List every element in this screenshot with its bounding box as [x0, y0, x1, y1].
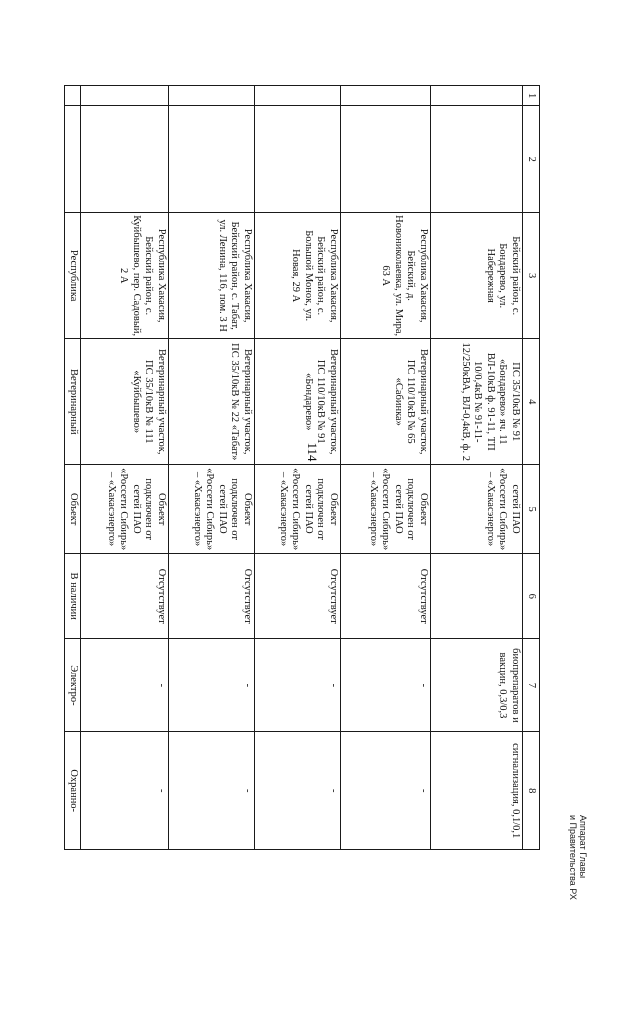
col-header-6: 6: [523, 553, 540, 638]
cell-col8: -: [341, 732, 431, 850]
cell-col7: -: [169, 639, 255, 732]
cell-connection: сетей ПАО «Россети Сибирь» – «Хакасэнерго»: [431, 465, 523, 554]
cell-address: Республика Хакасия, Бейский район, с. Табат, ул. Ленина, 116, пом. 3 Н: [169, 213, 255, 339]
cell-col8: -: [169, 732, 255, 850]
cell-connection: Объект подключен от сетей ПАО «Россети Сибирь» – «Хакасэнерго»: [169, 465, 255, 554]
cell-connection: Объект подключен от сетей ПАО «Россети Сибирь» – «Хакасэнерго»: [341, 465, 431, 554]
cell-substation: Ветеринарный участок, ПС 110/10кВ № 65 «Сабинка»: [341, 339, 431, 465]
cell-col8: -: [81, 732, 169, 850]
cell-col7: биопрепаратов и вакцин, 0,3/0,3: [431, 639, 523, 732]
cell-connection: Объект: [65, 465, 81, 554]
cell: [169, 86, 255, 106]
rotated-table-wrapper: [68, 85, 540, 850]
cell-address: Республика: [65, 213, 81, 339]
cell: [65, 86, 81, 106]
data-table: [65, 85, 541, 850]
cell-col7: Электро-: [65, 639, 81, 732]
cell-availability: Отсутствует: [169, 553, 255, 638]
cell-col7: -: [255, 639, 341, 732]
table-row: [341, 86, 431, 850]
cell-col8: Охранно-: [65, 732, 81, 850]
cell: [65, 106, 81, 213]
col-header-4: 4: [523, 339, 540, 465]
cell: [81, 106, 169, 213]
cell-col7: -: [341, 639, 431, 732]
cell-col7: -: [81, 639, 169, 732]
cell-col8: сигнализация, 0,1/0,1: [431, 732, 523, 850]
cell: [81, 86, 169, 106]
col-header-1: 1: [523, 86, 540, 106]
cell: [255, 86, 341, 106]
cell-col8: -: [255, 732, 341, 850]
cell-substation: Ветеринарный: [65, 339, 81, 465]
col-header-5: 5: [523, 465, 540, 554]
cell: [169, 106, 255, 213]
table-row: [431, 86, 523, 850]
cell: [341, 106, 431, 213]
cell-connection: Объект подключен от сетей ПАО «Россети Сибирь» – «Хакасэнерго»: [255, 465, 341, 554]
col-header-8: 8: [523, 732, 540, 850]
col-header-3: 3: [523, 213, 540, 339]
cell: [431, 86, 523, 106]
table-row: [81, 86, 169, 850]
cell-availability: [431, 553, 523, 638]
table-header-row: [523, 86, 540, 850]
cell-address: Республика Хакасия, Бейский район, с. Большой Монок, ул. Новая, 29 А: [255, 213, 341, 339]
cell: [341, 86, 431, 106]
footer-stamp: [568, 815, 588, 1015]
footer-line-2: и Правительства РХ: [568, 815, 578, 900]
cell-availability: В наличии: [65, 553, 81, 638]
cell-address: Республика Хакасия, Бейский, д. Новониколаевка, ул. Мира, 63 А: [341, 213, 431, 339]
cell-address: Республика Хакасия, Бейский район, с. Куйбышево, пер. Садовый, 2 А: [81, 213, 169, 339]
footer-line-1: Аппарат Главы: [578, 815, 588, 879]
table-row: [65, 86, 81, 850]
col-header-2: 2: [523, 106, 540, 213]
cell-connection: Объект подключен от сетей ПАО «Россети Сибирь» – «Хакасэнерго»: [81, 465, 169, 554]
cell-availability: Отсутствует: [255, 553, 341, 638]
cell: [431, 106, 523, 213]
cell-availability: Отсутствует: [81, 553, 169, 638]
cell-availability: Отсутствует: [341, 553, 431, 638]
cell-substation: Ветеринарный участок, ПС 110/10кВ № 91 «Бондарево»: [255, 339, 341, 465]
cell-address: Бейский район, с. Бондарево, ул. Набережная: [431, 213, 523, 339]
col-header-7: 7: [523, 639, 540, 732]
page-number: 114: [305, 442, 320, 462]
cell-substation: Ветеринарный участок, ПС 35/10кВ № 111 «Куйбышево»: [81, 339, 169, 465]
cell-substation: Ветеринарный участок, ПС 35/10кВ № 22 «Табат»: [169, 339, 255, 465]
cell: [255, 106, 341, 213]
table-row: [255, 86, 341, 850]
table-row: [169, 86, 255, 850]
cell-substation: ПС 35/10кВ № 91 «Бондарево» яч. 11 ВЛ-10кВ ф. 91-11, ТП 10/0,4кВ № 91-11-12/250кВА, ВЛ-0,4кВ, ф. 2: [431, 339, 523, 465]
